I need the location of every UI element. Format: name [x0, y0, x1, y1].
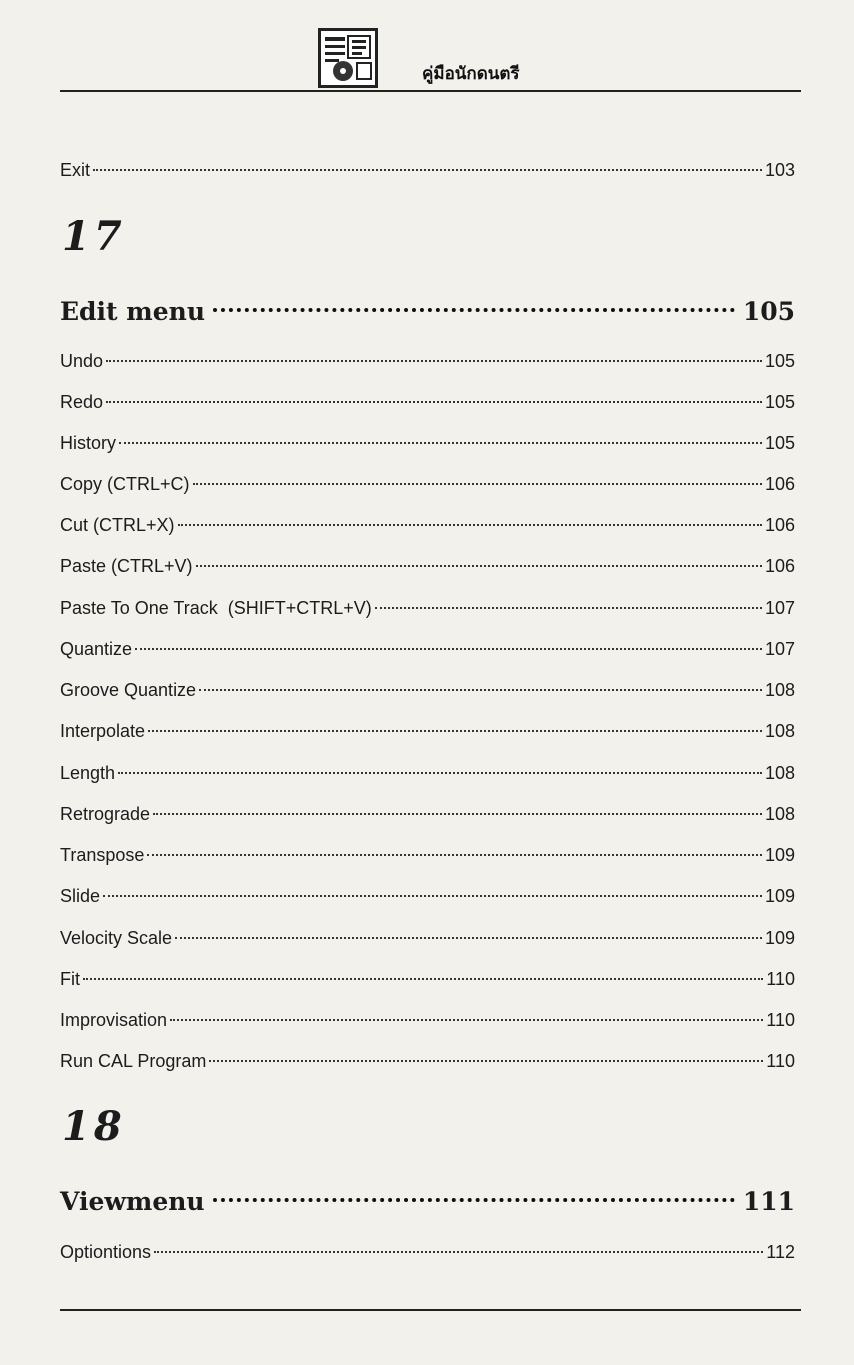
toc-entry-label: Fit	[60, 969, 80, 989]
leader-dots	[196, 565, 762, 567]
toc-section-viewmenu[interactable]	[60, 1186, 795, 1218]
toc-entry-page: 105	[764, 433, 795, 453]
toc-entry[interactable]	[60, 967, 795, 991]
page-header	[60, 28, 801, 92]
toc-entry-label: Paste (CTRL+V)	[60, 556, 193, 576]
toc-entry-page: 109	[764, 928, 795, 948]
toc-entry-exit[interactable]	[60, 158, 795, 182]
toc-entry[interactable]	[60, 1008, 795, 1032]
toc-entry-label: Run CAL Program	[60, 1051, 207, 1071]
toc-entry[interactable]	[60, 472, 795, 496]
leader-dots	[209, 1060, 763, 1062]
leader-dots	[83, 978, 763, 980]
toc-entry-page: 109	[764, 886, 795, 906]
toc-entry-page: 106	[764, 556, 795, 576]
toc-entry[interactable]	[60, 761, 795, 785]
toc-entry-label: Interpolate	[60, 721, 146, 741]
toc-entry-label: Transpose	[60, 845, 145, 865]
toc-entry-label: Groove Quantize	[60, 680, 197, 700]
toc-entry-label: Undo	[60, 351, 104, 371]
toc-entry[interactable]	[60, 678, 795, 702]
toc-entry[interactable]	[60, 802, 795, 826]
leader-dots	[103, 895, 762, 897]
leader-dots	[153, 813, 762, 815]
toc-entry-label: Optiontions	[60, 1242, 152, 1262]
chapter-number: 18	[62, 1103, 126, 1150]
toc-entry-label: Exit	[60, 160, 91, 180]
toc-entry-page: 105	[764, 392, 795, 412]
leader-dots	[106, 360, 762, 362]
toc-entry[interactable]	[60, 843, 795, 867]
toc-entry-page: 110	[766, 969, 795, 989]
toc-entry[interactable]	[60, 1049, 795, 1073]
toc-entry[interactable]	[60, 926, 795, 950]
toc-entry-label: Copy (CTRL+C)	[60, 474, 190, 494]
toc-entry[interactable]	[60, 554, 795, 578]
toc-entry-label: Cut (CTRL+X)	[60, 515, 175, 535]
toc-entry[interactable]	[60, 596, 795, 620]
toc-entry-page: 108	[764, 680, 795, 700]
book-title: คู่มือนักดนตรี	[422, 64, 520, 84]
footer-rule	[60, 1309, 801, 1311]
leader-dots	[135, 648, 762, 650]
toc-entry-page: 107	[764, 598, 795, 618]
leader-dots	[213, 1198, 735, 1202]
leader-dots	[175, 937, 762, 939]
toc-entry[interactable]	[60, 719, 795, 743]
toc-entry-label: Retrograde	[60, 804, 151, 824]
toc-entry[interactable]	[60, 349, 795, 373]
leader-dots	[170, 1019, 763, 1021]
toc-entry[interactable]	[60, 1240, 795, 1264]
toc-entry[interactable]	[60, 431, 795, 455]
toc-entry-label: Quantize	[60, 639, 133, 659]
leader-dots	[178, 524, 762, 526]
toc-section-page: 111	[742, 1187, 795, 1216]
leader-dots	[118, 772, 762, 774]
toc-section-edit-menu[interactable]	[60, 296, 795, 328]
chapter-number: 17	[62, 213, 126, 260]
leader-dots	[147, 854, 762, 856]
toc-entry-page: 112	[766, 1242, 795, 1262]
toc-entry[interactable]	[60, 390, 795, 414]
toc-section-page: 105	[742, 297, 795, 326]
toc-entry-label: Paste To One Track (SHIFT+CTRL+V)	[60, 598, 372, 618]
leader-dots	[148, 730, 762, 732]
toc-section-label: Viewmenu	[60, 1187, 205, 1216]
toc-entry-page: 106	[764, 515, 795, 535]
toc-entry[interactable]	[60, 513, 795, 537]
leader-dots	[199, 689, 762, 691]
toc-entry-page: 108	[764, 763, 795, 783]
toc-entry-label: History	[60, 433, 117, 453]
book-logo-icon	[318, 28, 378, 88]
toc-entry[interactable]	[60, 884, 795, 908]
toc-entry-page: 108	[764, 721, 795, 741]
leader-dots	[93, 169, 762, 171]
toc-entry-label: Improvisation	[60, 1010, 168, 1030]
toc-section-label: Edit menu	[60, 297, 205, 326]
toc-entry-page: 103	[764, 160, 795, 180]
leader-dots	[375, 607, 762, 609]
toc-entry[interactable]	[60, 637, 795, 661]
toc-entry-page: 110	[766, 1051, 795, 1071]
toc-entry-page: 107	[764, 639, 795, 659]
leader-dots	[213, 308, 735, 312]
toc-entry-label: Redo	[60, 392, 104, 412]
toc-entry-label: Slide	[60, 886, 101, 906]
toc-entry-label: Length	[60, 763, 116, 783]
toc-entry-page: 110	[766, 1010, 795, 1030]
leader-dots	[119, 442, 762, 444]
leader-dots	[154, 1251, 763, 1253]
toc-entry-label: Velocity Scale	[60, 928, 173, 948]
leader-dots	[106, 401, 762, 403]
toc-entry-page: 105	[764, 351, 795, 371]
leader-dots	[193, 483, 762, 485]
toc-entry-page: 109	[764, 845, 795, 865]
toc-entry-page: 106	[764, 474, 795, 494]
header-rule	[60, 90, 801, 92]
toc-entry-page: 108	[764, 804, 795, 824]
